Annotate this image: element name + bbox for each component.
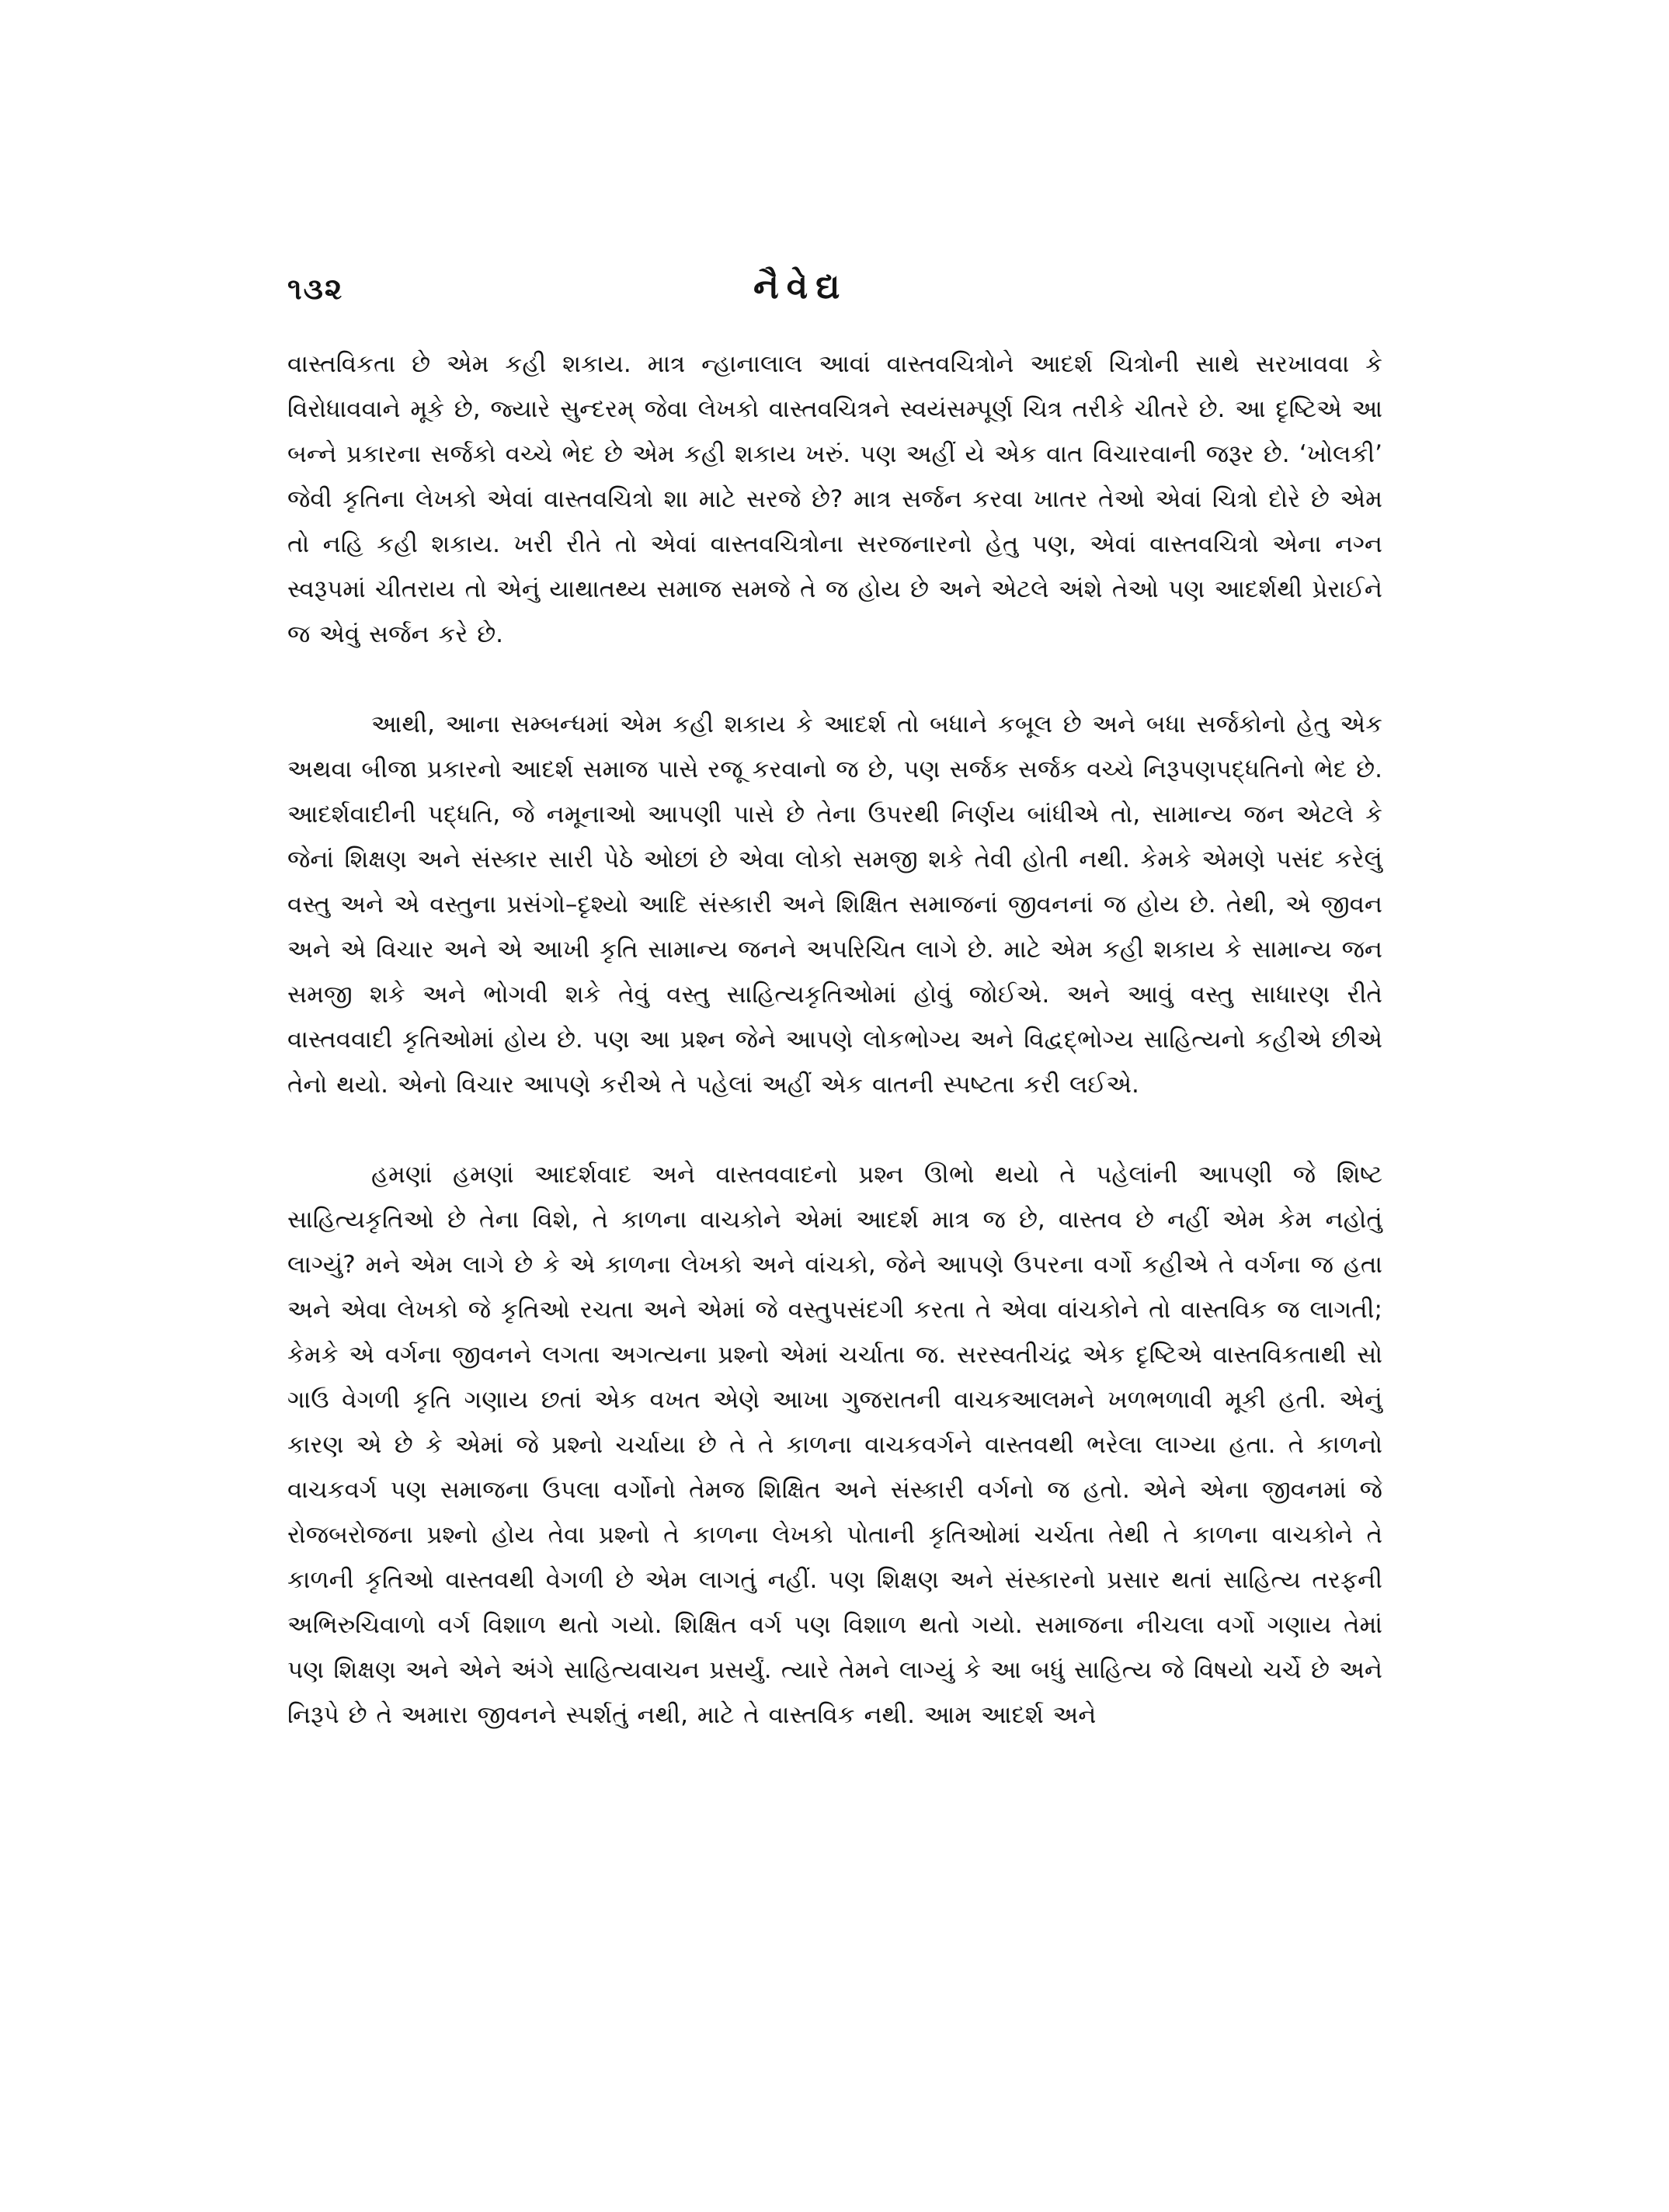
paragraph-continued: વાસ્તવિકતા છે એમ કહી શકાય. માત્ર ન્હાનાલાલ આવાં વાસ્તવચિત્રોને આદર્શ ચિત્રોની સાથે સરખાવવા કે વિરોધાવવાને મૂકે છે, જ્યારે સુન્દરમ્ જેવા લેખકો વાસ્તવચિત્રને સ્વયંસમ્પૂર્ણ ચિત્ર તરીકે ચીતરે છે. આ દૃષ્ટિએ આ બન્ને પ્રકારના સર્જકો વચ્ચે ભેદ છે એમ કહી શકાય ખરું. પણ અહીં યે એક વાત વિચારવાની જરૂર છે. ‘ખોલકી’ જેવી કૃતિના લેખકો એવાં વાસ્તવચિત્રો શા માટે સરજે છે? માત્ર સર્જન કરવા ખાતર તેઓ એવાં ચિત્રો દોરે છે એમ તો નહિ કહી શકાય. ખરી રીતે તો એવાં વાસ્તવચિત્રોના સરજનારનો હેતુ પણ, એવાં વાસ્તવચિત્રો એના નગ્ન સ્વરૂપમાં ચીતરાય તો એનું યાથાતથ્ય સમાજ સમજે તે જ હોય છે અને એટલે અંશે તેઓ પણ આદર્શથી પ્રેરાઈને જ એવું સર્જન કરે છે. <box>287 350 1382 648</box>
paragraph: હમણાં હમણાં આદર્શવાદ અને વાસ્તવવાદનો પ્રશ્ન ઊભો થયો તે પહેલાંની આપણી જે શિષ્ટ સાહિત્યકૃતિઓ છે તેના વિશે, તે કાળના વાચકોને એમાં આદર્શ માત્ર જ છે, વાસ્તવ છે નહીં એમ કેમ નહોતું લાગ્યું? મને એમ લાગે છે કે એ કાળના લેખકો અને વાંચકો, જેને આપણે ઉપરના વર્ગો કહીએ તે વર્ગના જ હતા અને એવા લેખકો જે કૃતિઓ રચતા અને એમાં જે વસ્તુપસંદગી કરતા તે એવા વાંચકોને તો વાસ્તવિક જ લાગતી; કેમકે એ વર્ગના જીવનને લગતા અગત્યના પ્રશ્નો એમાં ચર્ચાતા જ. સરસ્વતીચંદ્ર એક દૃષ્ટિએ વાસ્તવિકતાથી સો ગાઉ વેગળી કૃતિ ગણાય છતાં એક વખત એણે આખા ગુજરાતની વાચકઆલમને ખળભળાવી મૂકી હતી. એનું કારણ એ છે કે એમાં જે પ્રશ્નો ચર્ચાયા છે તે તે કાળના વાચકવર્ગને વાસ્તવથી ભરેલા લાગ્યા હતા. તે કાળનો વાચકવર્ગ પણ સમાજના ઉપલા વર્ગોનો તેમજ શિક્ષિત અને સંસ્કારી વર્ગનો જ હતો. એને એના જીવનમાં જે રોજબરોજના પ્રશ્નો હોય તેવા પ્રશ્નો તે કાળના લેખકો પોતાની કૃતિઓમાં ચર્ચતા તેથી તે કાળના વાચકોને તે કાળની કૃતિઓ વાસ્તવથી વેગળી છે એમ લાગતું નહીં. પણ શિક્ષણ અને સંસ્કારનો પ્રસાર થતાં સાહિત્ય તરફની અભિરુચિવાળો વર્ગ વિશાળ થતો ગયો. શિક્ષિત વર્ગ પણ વિશાળ થતો ગયો. સમાજના નીચલા વર્ગો ગણાય તેમાં પણ શિક્ષણ અને એને અંગે સાહિત્યવાચન પ્રસર્યું. ત્યારે તેમને લાગ્યું કે આ બધું સાહિત્ય જે વિષયો ચર્ચે છે અને નિરૂપે છે તે અમારા જીવનને સ્પર્શતું નથી, માટે તે વાસ્તવિક નથી. આમ આદર્શ અને <box>287 1161 1382 1729</box>
running-title: નૈવેદ્ય <box>753 267 848 307</box>
body-text <box>287 342 1382 1738</box>
page-header <box>287 267 1382 318</box>
page-number: ૧૩૨ <box>287 272 344 306</box>
paragraph: આથી, આના સમ્બન્ધમાં એમ કહી શકાય કે આદર્શ તો બધાને કબૂલ છે અને બધા સર્જકોનો હેતુ એક અથવા બીજા પ્રકારનો આદર્શ સમાજ પાસે રજૂ કરવાનો જ છે, પણ સર્જક સર્જક વચ્ચે નિરૂપણપદ્ધતિનો ભેદ છે. આદર્શવાદીની પદ્ધતિ, જે નમૂનાઓ આપણી પાસે છે તેના ઉપરથી નિર્ણય બાંધીએ તો, સામાન્ય જન એટલે કે જેનાં શિક્ષણ અને સંસ્કાર સારી પેઠે ઓછાં છે એવા લોકો સમજી શકે તેવી હોતી નથી. કેમકે એમણે પસંદ કરેલું વસ્તુ અને એ વસ્તુના પ્રસંગો–દૃશ્યો આદિ સંસ્કારી અને શિક્ષિત સમાજનાં જીવનનાં જ હોય છે. તેથી, એ જીવન અને એ વિચાર અને એ આખી કૃતિ સામાન્ય જનને અપરિચિત લાગે છે. માટે એમ કહી શકાય કે સામાન્ય જન સમજી શકે અને ભોગવી શકે તેવું વસ્તુ સાહિત્યકૃતિઓમાં હોવું જોઈએ. અને આવું વસ્તુ સાધારણ રીતે વાસ્તવવાદી કૃતિઓમાં હોય છે. પણ આ પ્રશ્ન જેને આપણે લોકભોગ્ય અને વિદ્વદ્ભોગ્ય સાહિત્યનો કહીએ છીએ તેનો થયો. એનો વિચાર આપણે કરીએ તે પહેલાં અહીં એક વાતની સ્પષ્ટતા કરી લઈએ. <box>287 710 1382 1099</box>
